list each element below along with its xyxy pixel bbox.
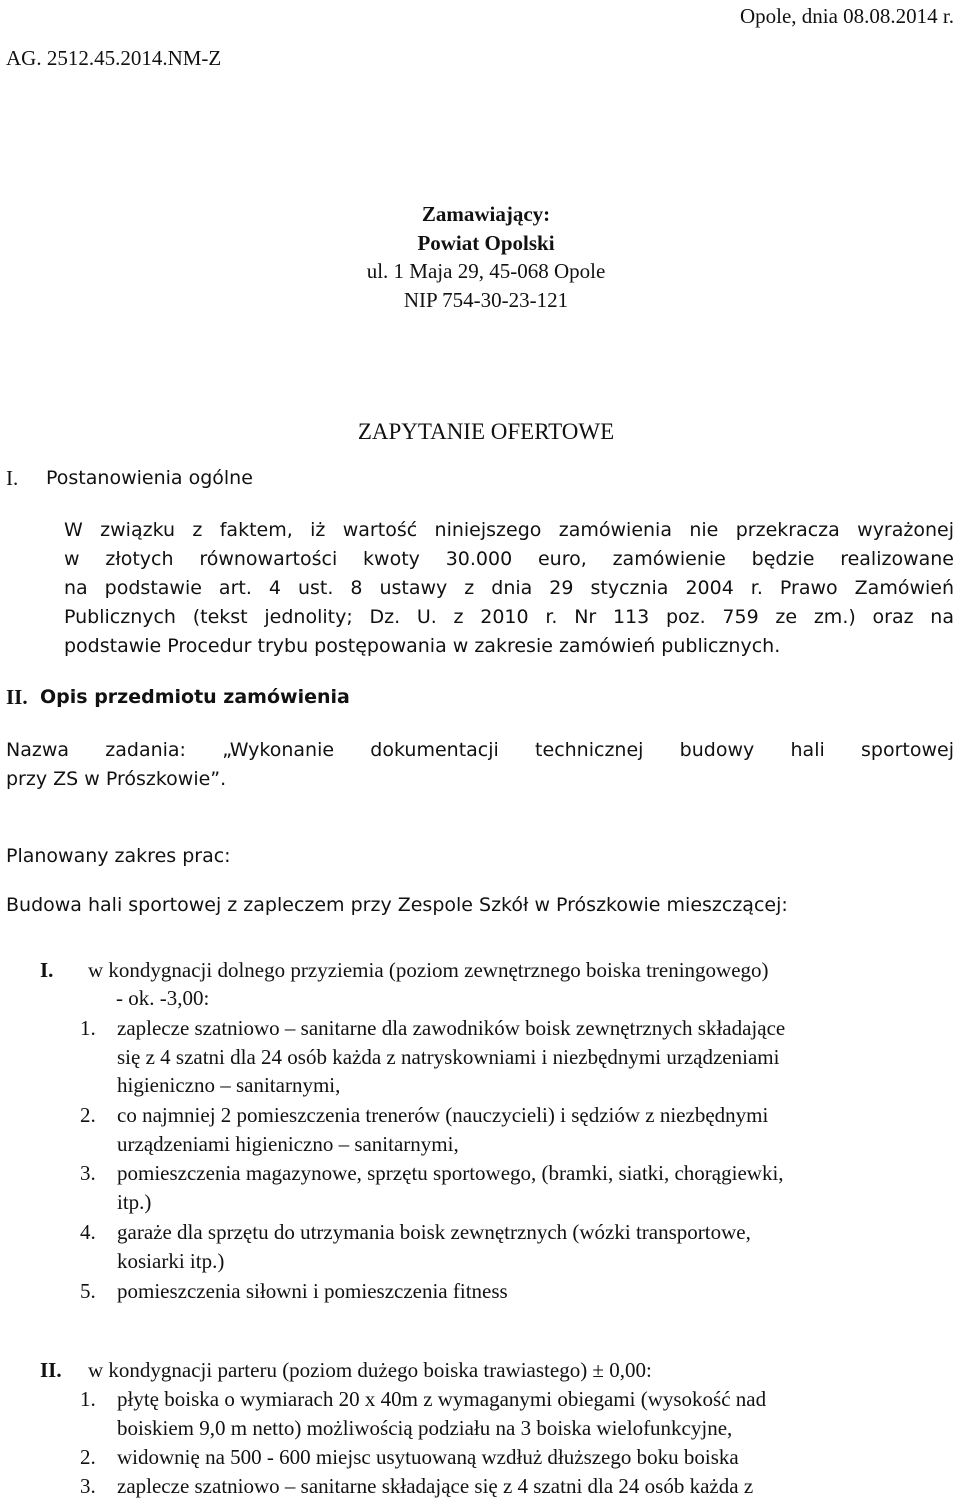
level-heading — [88, 956, 928, 1012]
list-item — [117, 1101, 947, 1158]
list-item-line: widownię na 500 - 600 miejsc usytuowaną wzdłuż dłuższego boku boiska — [117, 1445, 739, 1469]
level-line: w kondygnacji dolnego przyziemia (poziom zewnętrznego boiska treningowego) — [88, 958, 769, 982]
task-name — [6, 736, 954, 794]
level-line: w kondygnacji parteru (poziom dużego boiska trawiastego) ± 0,00: — [88, 1358, 652, 1382]
scope-intro: Budowa hali sportowej z zapleczem przy Zespole Szkół w Prószkowie mieszczącej: — [6, 894, 788, 916]
list-item — [117, 1277, 947, 1306]
paragraph-line: w złotych równowartości kwoty 30.000 euro, zamówienie będzie realizowane — [64, 548, 954, 570]
list-item-line: kosiarki itp.) — [117, 1248, 225, 1273]
contracting-address: ul. 1 Maja 29, 45-068 Opole — [366, 259, 606, 283]
list-item-line: garaże dla sprzętu do utrzymania boisk zewnętrznych (wózki transportowe, — [117, 1220, 751, 1244]
paragraph-line: W związku z faktem, iż wartość niniejszego zamówienia nie przekracza wyrażonej — [64, 519, 954, 541]
reference-number: AG. 2512.45.2014.NM-Z — [6, 46, 222, 70]
list-item-number: 1. — [80, 1016, 96, 1040]
list-item-line: pomieszczenia magazynowe, sprzętu sportowego, (bramki, siatki, chorągiewki, — [117, 1161, 784, 1185]
contracting-name: Powiat Opolski — [417, 231, 555, 255]
list-item-number: 5. — [80, 1279, 96, 1303]
list-item-line: boiskiem 9,0 m netto) możliwością podziału na 3 boiska wielofunkcyjne, — [117, 1415, 733, 1440]
section1-paragraph — [64, 516, 954, 661]
list-item-number: 2. — [80, 1445, 96, 1469]
list-item — [117, 1385, 947, 1442]
list-item — [117, 1472, 947, 1501]
place-date: Opole, dnia 08.08.2014 r. — [739, 4, 954, 28]
list-item-line: płytę boiska o wymiarach 20 x 40m z wymaganymi obiegami (wysokość nad — [117, 1387, 767, 1411]
level-line: - ok. -3,00: — [116, 986, 210, 1010]
level-heading — [88, 1356, 928, 1385]
page-title: ZAPYTANIE OFERTOWE — [357, 419, 615, 444]
paragraph-line: podstawie Procedur trybu postępowania w zakresie zamówień publicznych. — [64, 635, 781, 657]
task-line: Nazwa zadania: „Wykonanie dokumentacji technicznej budowy hali sportowej — [6, 739, 954, 761]
section2-heading: Opis przedmiotu zamówienia — [40, 686, 350, 708]
list-item-line: co najmniej 2 pomieszczenia trenerów (nauczycieli) i sędziów z niezbędnymi — [117, 1103, 769, 1127]
list-item-line: pomieszczenia siłowni i pomieszczenia fitness — [117, 1279, 508, 1303]
list-item-number: 3. — [80, 1474, 96, 1498]
paragraph-line: na podstawie art. 4 ust. 8 ustawy z dnia 29 stycznia 2004 r. Prawo Zamówień — [64, 577, 954, 599]
list-item — [117, 1443, 947, 1472]
list-item — [117, 1014, 947, 1100]
list-item-number: 1. — [80, 1387, 96, 1411]
list-item-line: urządzeniami higieniczno – sanitarnymi, — [117, 1131, 459, 1156]
scope-label: Planowany zakres prac: — [6, 845, 231, 867]
list-item-number: 4. — [80, 1220, 96, 1244]
contracting-label: Zamawiający: — [421, 202, 551, 226]
list-item — [117, 1159, 947, 1216]
list-item-line: się z 4 szatni dla 24 osób każda z natryskowniami i niezbędnymi urządzeniami — [117, 1044, 780, 1069]
level-number: I. — [40, 958, 54, 982]
level-number: II. — [40, 1358, 62, 1382]
list-item-line: zaplecze szatniowo – sanitarne składające się z 4 szatni dla 24 osób każda z — [117, 1474, 754, 1498]
list-item-line: zaplecze szatniowo – sanitarne dla zawodników boisk zewnętrznych składające — [117, 1016, 786, 1040]
list-item — [117, 1218, 947, 1275]
list-item-line: itp.) — [117, 1189, 152, 1214]
list-item-number: 2. — [80, 1103, 96, 1127]
section1-heading: Postanowienia ogólne — [46, 467, 253, 489]
contracting-nip: NIP 754-30-23-121 — [403, 288, 569, 312]
section1-number: I. — [6, 466, 19, 490]
task-line: przy ZS w Prószkowie”. — [6, 768, 227, 790]
paragraph-line: Publicznych (tekst jednolity; Dz. U. z 2010 r. Nr 113 poz. 759 ze zm.) oraz na — [64, 606, 954, 628]
list-item-line: higieniczno – sanitarnymi, — [117, 1073, 341, 1097]
section2-number: II. — [6, 685, 28, 709]
list-item-number: 3. — [80, 1161, 96, 1185]
